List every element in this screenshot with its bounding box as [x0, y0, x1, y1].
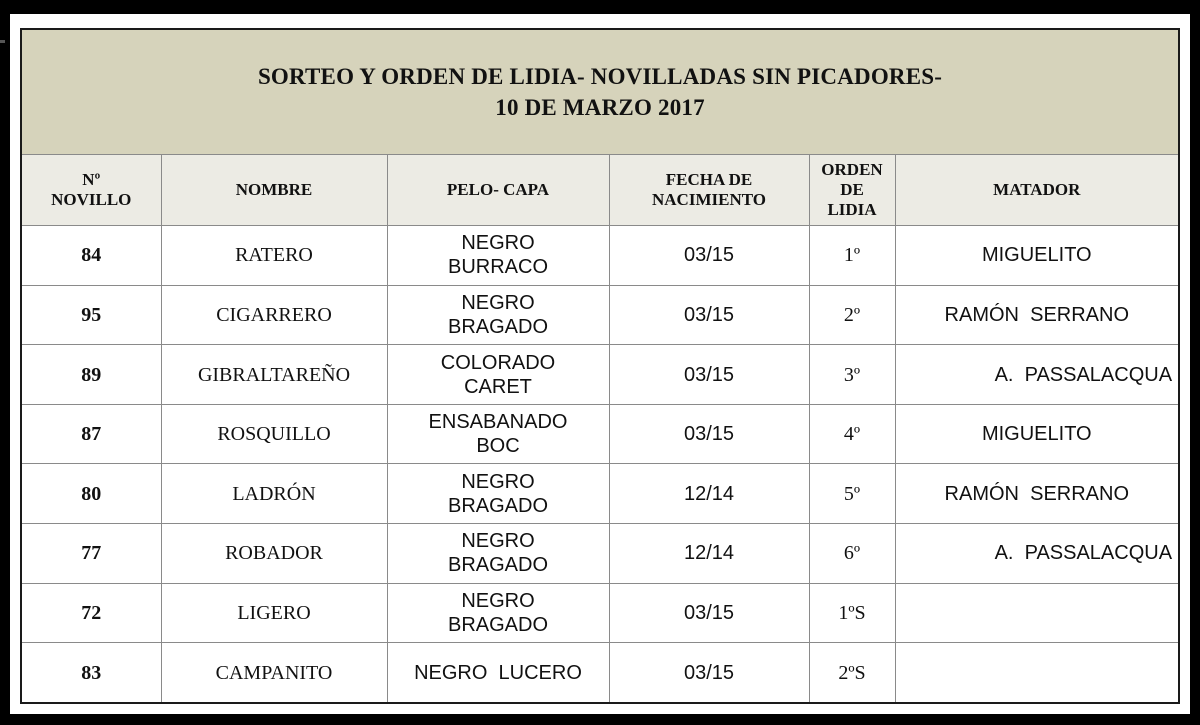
column-header-row: [21, 155, 1179, 226]
header-pelo-capa: PELO- CAPA: [387, 155, 609, 226]
cell-matador: MIGUELITO: [895, 226, 1179, 286]
cell-nombre: LIGERO: [161, 583, 387, 643]
cell-fecha: 03/15: [609, 285, 809, 345]
cell-novillo: 83: [21, 643, 161, 703]
cell-matador: MIGUELITO: [895, 404, 1179, 464]
cell-pelo: NEGRO BRAGADO: [387, 285, 609, 345]
cell-pelo: NEGRO BRAGADO: [387, 524, 609, 584]
table-title: [21, 29, 1179, 155]
cell-matador: RAMÓN SERRANO: [895, 285, 1179, 345]
cell-pelo: ENSABANADO BOC: [387, 404, 609, 464]
title-line-2: 10 DE MARZO 2017: [495, 95, 705, 120]
table-row: [21, 464, 1179, 524]
cell-nombre: CAMPANITO: [161, 643, 387, 703]
cell-orden: 4º: [809, 404, 895, 464]
cell-nombre: RATERO: [161, 226, 387, 286]
cell-fecha: 03/15: [609, 226, 809, 286]
cell-fecha: 03/15: [609, 345, 809, 405]
header-matador: MATADOR: [895, 155, 1179, 226]
cell-matador: A. PASSALACQUA: [895, 524, 1179, 584]
table-row: [21, 226, 1179, 286]
header-nombre: NOMBRE: [161, 155, 387, 226]
cell-fecha: 03/15: [609, 404, 809, 464]
cell-matador: A. PASSALACQUA: [895, 345, 1179, 405]
cell-orden: 3º: [809, 345, 895, 405]
cell-orden: 1º: [809, 226, 895, 286]
title-line-1: SORTEO Y ORDEN DE LIDIA- NOVILLADAS SIN PICADORES-: [257, 64, 943, 89]
table-row: [21, 583, 1179, 643]
document-sheet: [10, 14, 1190, 714]
table-row: [21, 345, 1179, 405]
table-row: [21, 643, 1179, 703]
cell-matador: [895, 583, 1179, 643]
header-novillo: Nº NOVILLO: [21, 155, 161, 226]
cell-novillo: 89: [21, 345, 161, 405]
cell-novillo: 72: [21, 583, 161, 643]
edge-mark: [0, 40, 5, 43]
cell-pelo: NEGRO BURRACO: [387, 226, 609, 286]
cell-novillo: 87: [21, 404, 161, 464]
cell-fecha: 03/15: [609, 643, 809, 703]
cell-novillo: 84: [21, 226, 161, 286]
cell-fecha: 03/15: [609, 583, 809, 643]
cell-novillo: 80: [21, 464, 161, 524]
header-orden-lidia: ORDEN DE LIDIA: [809, 155, 895, 226]
cell-nombre: ROSQUILLO: [161, 404, 387, 464]
cell-pelo: NEGRO BRAGADO: [387, 583, 609, 643]
cell-nombre: LADRÓN: [161, 464, 387, 524]
cell-orden: 5º: [809, 464, 895, 524]
cell-nombre: GIBRALTAREÑO: [161, 345, 387, 405]
cell-pelo: NEGRO LUCERO: [387, 643, 609, 703]
cell-matador: RAMÓN SERRANO: [895, 464, 1179, 524]
table-row: [21, 404, 1179, 464]
cell-novillo: 77: [21, 524, 161, 584]
cell-orden: 1ºS: [809, 583, 895, 643]
cell-orden: 2º: [809, 285, 895, 345]
cell-orden: 6º: [809, 524, 895, 584]
cell-nombre: ROBADOR: [161, 524, 387, 584]
cell-novillo: 95: [21, 285, 161, 345]
table-row: [21, 524, 1179, 584]
cell-matador: [895, 643, 1179, 703]
table-row: [21, 285, 1179, 345]
cell-pelo: NEGRO BRAGADO: [387, 464, 609, 524]
cell-fecha: 12/14: [609, 464, 809, 524]
header-fecha-nacimiento: FECHA DE NACIMIENTO: [609, 155, 809, 226]
cell-fecha: 12/14: [609, 524, 809, 584]
sorteo-table: [20, 28, 1180, 704]
cell-pelo: COLORADO CARET: [387, 345, 609, 405]
cell-nombre: CIGARRERO: [161, 285, 387, 345]
cell-orden: 2ºS: [809, 643, 895, 703]
